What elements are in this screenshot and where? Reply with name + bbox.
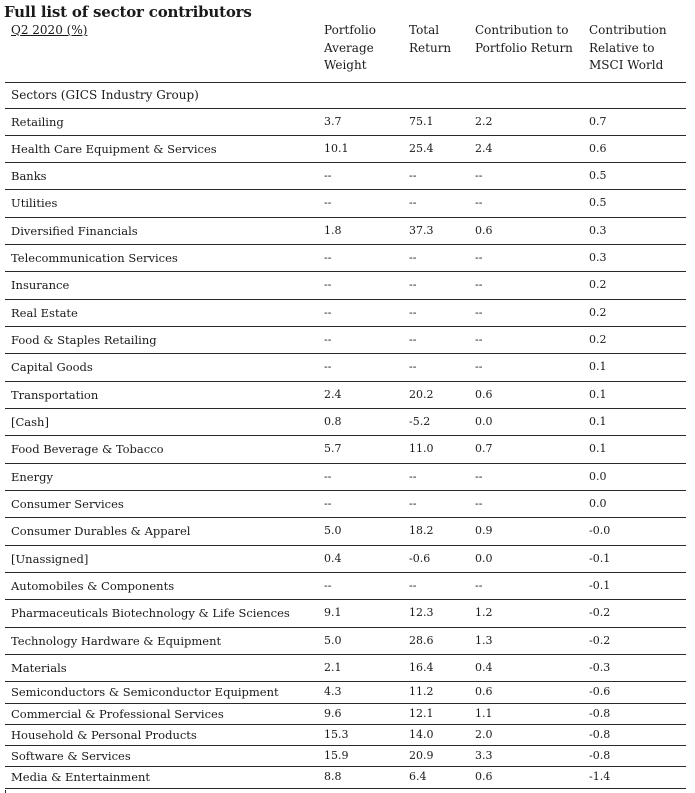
sector-name: Semiconductors & Semiconductor Equipment (11, 685, 279, 699)
table-row (0, 600, 695, 628)
cell-relative: -0.2 (589, 606, 611, 619)
cell-relative: -0.8 (589, 749, 611, 762)
cell-weight: -- (324, 579, 332, 592)
sector-name: [Cash] (11, 415, 49, 429)
cell-contribution: -- (475, 169, 483, 182)
sector-name: Technology Hardware & Equipment (11, 634, 222, 648)
cell-relative: 0.2 (589, 333, 607, 346)
sector-name: Consumer Services (11, 497, 124, 511)
cell-relative: 0.1 (589, 360, 607, 373)
table-row (0, 573, 695, 600)
sector-name: Energy (11, 470, 53, 484)
cell-weight: 2.1 (324, 661, 342, 674)
period-label: Q2 2020 (%) (11, 23, 88, 37)
cell-total-return: -- (409, 360, 417, 373)
cell-contribution: 0.9 (475, 524, 493, 537)
cell-weight: 15.9 (324, 749, 349, 762)
cell-contribution: -- (475, 306, 483, 319)
cell-weight: -- (324, 306, 332, 319)
cell-contribution: -- (475, 251, 483, 264)
cell-weight: 0.4 (324, 552, 342, 565)
cell-contribution: 0.6 (475, 685, 493, 698)
cell-total-return: 14.0 (409, 728, 434, 741)
cell-relative: -0.6 (589, 685, 611, 698)
sector-name: Media & Entertainment (11, 770, 151, 784)
cell-relative: 0.5 (589, 196, 607, 209)
sector-name: Food Beverage & Tobacco (11, 442, 164, 456)
cell-contribution: 0.0 (475, 552, 493, 565)
cell-total-return: 11.2 (409, 685, 434, 698)
table-row (0, 682, 695, 704)
table-row (0, 436, 695, 464)
cell-weight: 1.8 (324, 224, 342, 237)
cell-total-return: 37.3 (409, 224, 434, 237)
table-row (0, 327, 695, 354)
cell-weight: 3.7 (324, 115, 342, 128)
table-row (0, 382, 695, 409)
sector-name: Pharmaceuticals Biotechnology & Life Sciences (11, 606, 290, 620)
cell-weight: 10.1 (324, 142, 349, 155)
sector-name: Utilities (11, 196, 58, 210)
cell-total-return: -- (409, 497, 417, 510)
sector-name: Transportation (11, 388, 99, 402)
cell-relative: 0.1 (589, 388, 607, 401)
cell-contribution: 0.7 (475, 442, 493, 455)
cell-total-return: -- (409, 470, 417, 483)
cell-contribution: -- (475, 360, 483, 373)
table-row (0, 218, 695, 245)
sector-name: Commercial & Professional Services (11, 707, 224, 721)
cell-contribution: 2.2 (475, 115, 493, 128)
sector-name: Banks (11, 169, 47, 183)
cell-relative: 0.2 (589, 278, 607, 291)
cell-contribution: 0.6 (475, 770, 493, 783)
sector-name: Household & Personal Products (11, 728, 197, 742)
cell-total-return: 12.3 (409, 606, 434, 619)
sector-name: Diversified Financials (11, 224, 138, 238)
cell-total-return: -- (409, 251, 417, 264)
column-header-relative: Contribution Relative to MSCI World (589, 23, 667, 72)
cell-weight: -- (324, 196, 332, 209)
cell-contribution: 2.0 (475, 728, 493, 741)
cell-relative: 0.3 (589, 224, 607, 237)
cell-weight: 5.7 (324, 442, 342, 455)
cell-contribution: 0.4 (475, 661, 493, 674)
cell-total-return: -- (409, 169, 417, 182)
cell-relative: 0.7 (589, 115, 607, 128)
table-row (0, 464, 695, 491)
cell-relative: 0.3 (589, 251, 607, 264)
sector-name: Automobiles & Components (11, 579, 175, 593)
cell-relative: -0.1 (589, 579, 611, 592)
cell-weight: 5.0 (324, 524, 342, 537)
cell-weight: 8.8 (324, 770, 342, 783)
table-row (0, 628, 695, 655)
cell-relative: 0.1 (589, 415, 607, 428)
cell-total-return: 18.2 (409, 524, 434, 537)
sector-name: Materials (11, 661, 67, 675)
cell-weight: 4.3 (324, 685, 342, 698)
cell-contribution: 1.1 (475, 707, 493, 720)
cell-total-return: -- (409, 333, 417, 346)
sector-name: Real Estate (11, 306, 78, 320)
cell-relative: 0.6 (589, 142, 607, 155)
cell-relative: -0.3 (589, 661, 611, 674)
section-label: Sectors (GICS Industry Group) (11, 88, 199, 102)
cell-total-return: 6.4 (409, 770, 427, 783)
cell-total-return: 75.1 (409, 115, 434, 128)
cell-contribution: -- (475, 196, 483, 209)
cell-relative: -0.0 (589, 524, 611, 537)
table-row (0, 136, 695, 163)
cell-weight: -- (324, 278, 332, 291)
cell-weight: 9.1 (324, 606, 342, 619)
cell-contribution: 0.6 (475, 388, 493, 401)
cell-relative: 0.0 (589, 470, 607, 483)
cell-total-return: -- (409, 579, 417, 592)
column-header-total-return: Total Return (409, 23, 452, 55)
table-row (0, 354, 695, 382)
cell-total-return: -- (409, 306, 417, 319)
sector-name: Retailing (11, 115, 64, 129)
cell-total-return: 25.4 (409, 142, 434, 155)
cell-contribution: -- (475, 579, 483, 592)
cell-total-return: -- (409, 196, 417, 209)
sector-name: Capital Goods (11, 360, 93, 374)
sector-name: Consumer Durables & Apparel (11, 524, 191, 538)
cell-total-return: 20.2 (409, 388, 434, 401)
table-row (0, 409, 695, 436)
table-row (0, 272, 695, 300)
cell-total-return: 12.1 (409, 707, 434, 720)
cell-total-return: -0.6 (409, 552, 431, 565)
cell-weight: -- (324, 470, 332, 483)
table-row (0, 518, 695, 546)
cell-relative: 0.0 (589, 497, 607, 510)
cell-total-return: 11.0 (409, 442, 434, 455)
column-header-weight: Portfolio Average Weight (324, 23, 376, 72)
sector-name: Insurance (11, 278, 70, 292)
cell-contribution: 2.4 (475, 142, 493, 155)
cell-relative: 0.1 (589, 442, 607, 455)
header-divider (5, 82, 686, 83)
cell-weight: -- (324, 251, 332, 264)
sector-name: Software & Services (11, 749, 131, 763)
sector-name: Health Care Equipment & Services (11, 142, 217, 156)
cell-contribution: 1.2 (475, 606, 493, 619)
cell-weight: 9.6 (324, 707, 342, 720)
cell-contribution: 1.3 (475, 634, 493, 647)
cell-contribution: -- (475, 278, 483, 291)
cell-weight: -- (324, 169, 332, 182)
cell-relative: 0.5 (589, 169, 607, 182)
sector-name: [Unassigned] (11, 552, 89, 566)
cell-total-return: -5.2 (409, 415, 431, 428)
cell-weight: 15.3 (324, 728, 349, 741)
cell-weight: -- (324, 360, 332, 373)
cell-weight: -- (324, 333, 332, 346)
cell-relative: -0.1 (589, 552, 611, 565)
table-row (0, 300, 695, 327)
cell-contribution: 0.6 (475, 224, 493, 237)
cell-weight: 0.8 (324, 415, 342, 428)
sector-name: Telecommunication Services (11, 251, 178, 265)
table-row (0, 109, 695, 136)
table-row (0, 704, 695, 725)
cell-relative: -1.4 (589, 770, 611, 783)
page-title: Full list of sector contributors (4, 3, 252, 21)
cell-weight: -- (324, 497, 332, 510)
row-divider (5, 788, 686, 789)
sector-name: Food & Staples Retailing (11, 333, 157, 347)
cell-contribution: 0.0 (475, 415, 493, 428)
table-row (0, 163, 695, 190)
table-row (0, 655, 695, 682)
cell-contribution: 3.3 (475, 749, 493, 762)
cell-relative: -0.2 (589, 634, 611, 647)
cell-total-return: 20.9 (409, 749, 434, 762)
table-row (0, 746, 695, 767)
cell-relative: -0.8 (589, 728, 611, 741)
cell-relative: -0.8 (589, 707, 611, 720)
cell-contribution: -- (475, 470, 483, 483)
table-row (0, 546, 695, 573)
table-row (0, 767, 695, 789)
cell-total-return: 28.6 (409, 634, 434, 647)
table-row (0, 245, 695, 272)
table-row (0, 491, 695, 518)
cell-contribution: -- (475, 333, 483, 346)
table-row (0, 190, 695, 218)
cell-weight: 2.4 (324, 388, 342, 401)
cell-total-return: -- (409, 278, 417, 291)
cell-relative: 0.2 (589, 306, 607, 319)
cell-weight: 5.0 (324, 634, 342, 647)
cell-total-return: 16.4 (409, 661, 434, 674)
column-header-contribution: Contribution to Portfolio Return (475, 23, 573, 55)
table-row (0, 725, 695, 746)
cell-contribution: -- (475, 497, 483, 510)
